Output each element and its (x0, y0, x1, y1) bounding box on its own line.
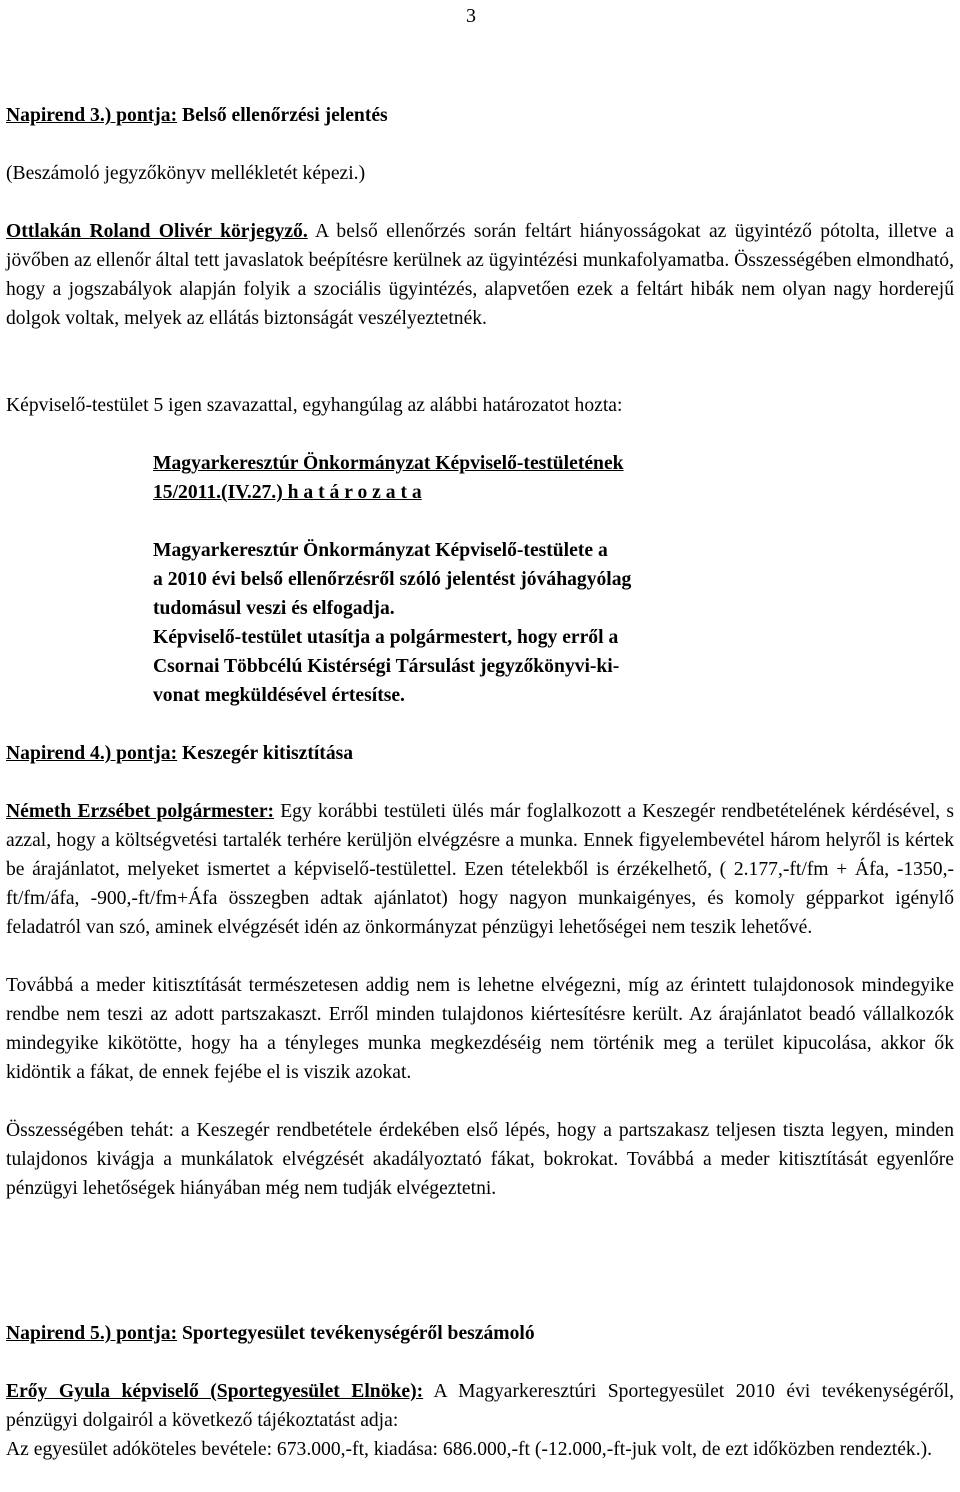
agenda4-title: Keszegér kitisztítása (177, 743, 354, 764)
agenda4-speaker: Németh Erzsébet polgármester: (6, 801, 275, 822)
agenda5-speaker: Erőy Gyula képviselő (Sportegyesület Elnöke): (6, 1381, 424, 1402)
resolution-line-1: Magyarkeresztúr Önkormányzat Képviselő-testülete a (153, 540, 608, 561)
agenda4-paragraph-2: Továbbá a meder kitisztítását természetesen addig nem is lehetne elvégezni, míg az érintett tulajdonosok mindegyike rendbe nem teszi az adott partszakaszt. Erről minden tulajdonos kiértesítésre került. Az árajánlatot beadó vállalkozók mindegyike kikötötte, hogy ha a tényleges munka megkezdéséig nem történik meg a terület kipucolása, akkor ők kidöntik a fákat, de ennek fejébe el is viszik azokat. (6, 975, 954, 1083)
agenda5-text-1: A Magyarkeresztúri Sportegyesület 2010 évi tevékenységéről, pénzügyi dolgairól a következő tájékoztatást adja: (6, 1381, 954, 1431)
agenda3-text: A belső ellenőrzés során feltárt hiányosságokat az ügyintéző pótolta, illetve a jövőben az ellenőr által tett javaslatok beépítésre kerülnek az ügyintézési munkafolyamatba. Összességében elmondható, hogy a jogszabályok alapján folyik a szociális ügyintézés, alapvetően ezek a feltárt hibák nem olyan nagy horderejű dolgok voltak, melyek az ellátás biztonságát veszélyeztetnék. (6, 221, 954, 329)
agenda4-paragraph-1 (6, 797, 954, 942)
agenda5-title: Sportegyesület tevékenységéről beszámoló (177, 1323, 535, 1344)
agenda3-title: Belső ellenőrzési jelentés (177, 105, 388, 126)
resolution-line-4: Képviselő-testület utasítja a polgármestert, hogy erről a (153, 627, 619, 648)
resolution-heading-1: Magyarkeresztúr Önkormányzat Képviselő-testületének (153, 453, 624, 474)
agenda4-paragraph-3: Összességében tehát: a Keszegér rendbetétele érdekében első lépés, hogy a partszakasz teljesen tiszta legyen, minden tulajdonos kivágja a munkálatok elvégzését akadályoztató fákat, bokrokat. Továbbá a meder kitisztítását egyenlőre pénzügyi lehetőségek hiányában még nem tudják elvégeztetni. (6, 1120, 954, 1199)
agenda3-paragraph (6, 217, 954, 333)
agenda3-speaker: Ottlakán Roland Olivér körjegyző. (6, 221, 308, 242)
page-number: 3 (466, 5, 476, 27)
agenda3-label: Napirend 3.) pontja: (6, 105, 178, 126)
resolution-line-3: tudomásul veszi és elfogadja. (153, 598, 395, 619)
agenda3-heading (6, 101, 954, 130)
agenda4-label: Napirend 4.) pontja: (6, 743, 178, 764)
resolution-line-2: a 2010 évi belső ellenőrzésről szóló jelentést jóváhagyólag (153, 569, 632, 590)
resolution-heading-2: 15/2011.(IV.27.) h a t á r o z a t a (153, 482, 422, 503)
agenda5-label: Napirend 5.) pontja: (6, 1323, 178, 1344)
agenda5-paragraph-1 (6, 1377, 954, 1435)
agenda4-text-1: Egy korábbi testületi ülés már foglalkozott a Keszegér rendbetételének kérdésével, s azzal, hogy a költségvetési tartalék terhére kerüljön elvégzésre a munka. Ennek figyelembevétel három helyről is kértek be árajánlatot, melyeket ismertet a képviselő-testülettel. Ezen tételekből is érzékelhető, ( 2.177,-ft/fm + Áfa, -1350,-ft/fm/áfa, -900,-ft/fm+Áfa összegben adtak ajánlatot) hogy nagyon munkaigényes, és komoly gépparkot igénylő feladatról van szó, aminek elvégzését idén az önkormányzat pénzügyi lehetőségei nem teszik lehetővé. (6, 801, 954, 938)
resolution-line-6: vonat megküldésével értesítse. (153, 685, 405, 706)
agenda5-heading (6, 1319, 954, 1348)
agenda3-vote: Képviselő-testület 5 igen szavazattal, egyhangúlag az alábbi határozatot hozta: (6, 395, 623, 416)
resolution-line-5: Csornai Többcélú Kistérségi Társulást jegyzőkönyvi-ki- (153, 656, 620, 677)
agenda3-note: (Beszámoló jegyzőkönyv mellékletét képezi.) (6, 163, 366, 184)
agenda5-paragraph-2: Az egyesület adóköteles bevétele: 673.000,-ft, kiadása: 686.000,-ft (-12.000,-ft-juk volt, de ezt időközben rendezték.). (6, 1439, 933, 1460)
agenda4-heading (6, 739, 954, 768)
